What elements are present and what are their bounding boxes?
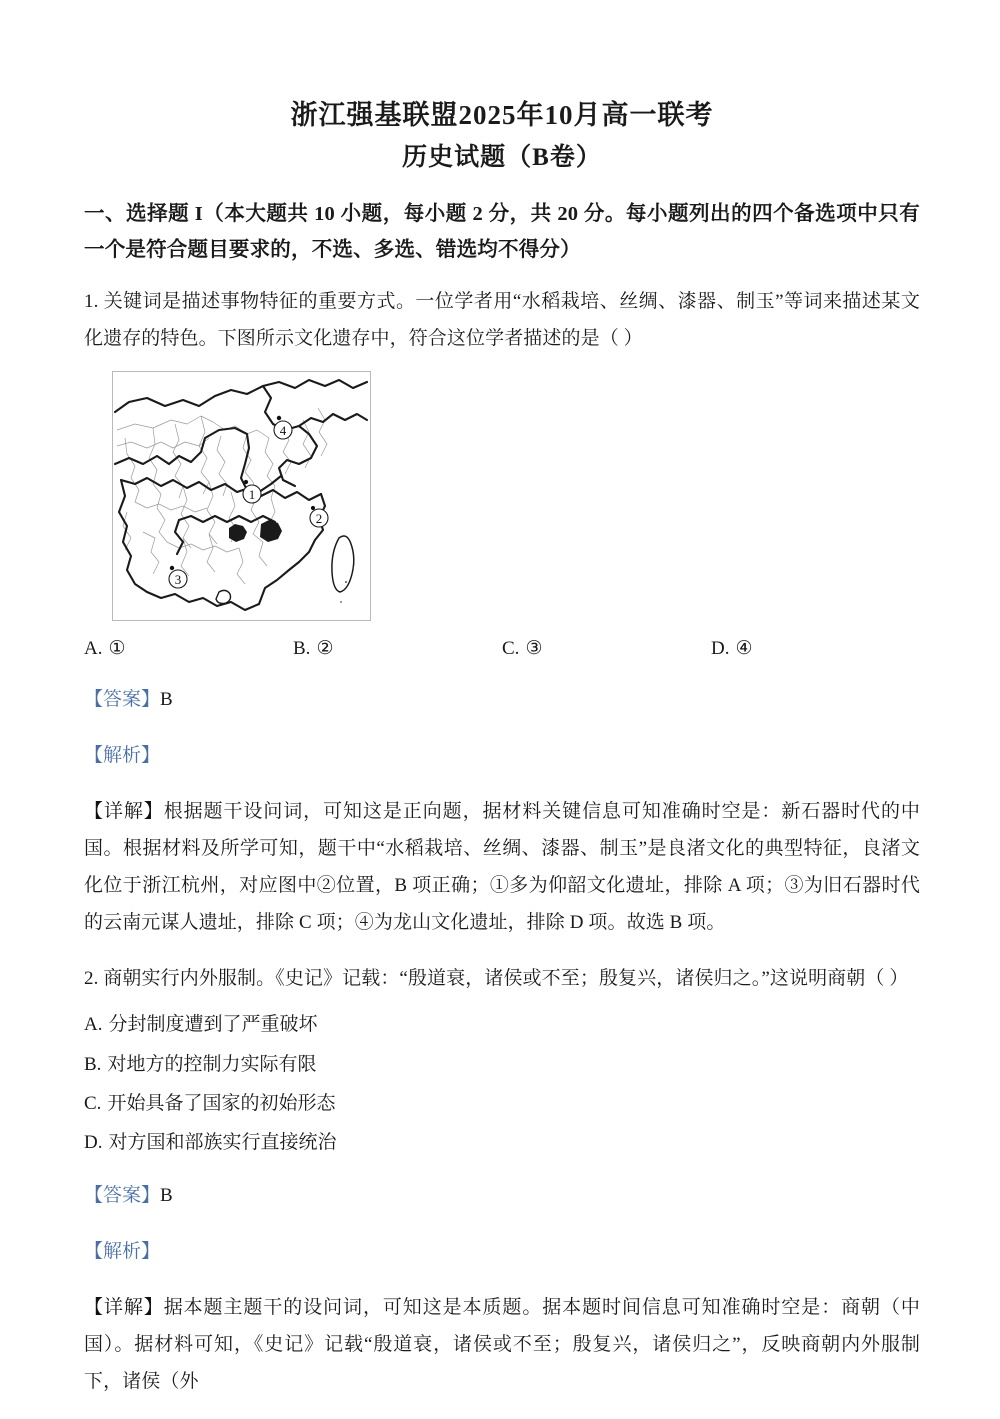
- question-1-analysis-line: [84, 737, 920, 774]
- question-1-options: [84, 631, 920, 667]
- option-a-text: ①: [108, 637, 126, 659]
- option-a-letter: A.: [84, 637, 103, 659]
- question-1-answer-line: [84, 681, 920, 718]
- question-2-detail: [84, 1289, 920, 1400]
- answer-tag: 【答案】: [84, 688, 161, 710]
- map-marker-2-dot: [311, 506, 315, 510]
- question-1-option-b[interactable]: [293, 631, 502, 667]
- question-2-answer-value: B: [160, 1184, 173, 1206]
- question-1-option-a[interactable]: [84, 631, 293, 667]
- option-d-text: ④: [735, 637, 753, 659]
- question-1-option-c[interactable]: [502, 631, 711, 667]
- option-c-letter: C.: [84, 1092, 102, 1114]
- option-b-text: 对地方的控制力实际有限: [107, 1053, 317, 1075]
- page-title: 浙江强基联盟2025年10月高一联考: [290, 100, 714, 130]
- map-marker-4-dot: [277, 416, 281, 420]
- analysis-tag: 【解析】: [84, 745, 161, 767]
- question-2-option-a[interactable]: [84, 1005, 920, 1044]
- question-2-detail-text: 据本题主题干的设问词，可知这是本质题。据本题时间信息可知准确时空是：商朝（中国）。据材料可知，《史记》记载“殷道衰，诸侯或不至；殷复兴，诸侯归之”，反映商朝内外服制下，诸侯（外: [84, 1296, 920, 1392]
- question-2-answer-line: [84, 1177, 920, 1214]
- question-2-stem: 商朝实行内外服制。《史记》记载：“殷道衰，诸侯或不至；殷复兴，诸侯归之。”这说明商朝（ ）: [103, 968, 909, 990]
- question-1-detail-text: 根据题干设问词，可知这是正向题，据材料关键信息可知准确时空是：新石器时代的中国。根据材料及所学可知，题干中“水稻栽培、丝绸、漆器、制玉”是良渚文化的典型特征，良渚文化位于浙江杭州，对应图中②位置，B 项正确；①多为仰韶文化遗址，排除 A 项；③为旧石器时代的云南元谋人遗址，排除 C 项；④为龙山文化遗址，排除 D 项。故选 B 项。: [84, 801, 920, 934]
- detail-tag: 【详解】: [84, 801, 164, 823]
- option-c-text: ③: [525, 637, 543, 659]
- map-marker-1-label: 1: [248, 486, 256, 502]
- answer-tag: 【答案】: [84, 1184, 161, 1206]
- question-2-analysis-line: [84, 1233, 920, 1270]
- page-content: [84, 96, 920, 1419]
- section-heading: 一、选择题 I（本大题共 10 小题，每小题 2 分，共 20 分。每小题列出的四个备选项中只有一个是符合题目要求的，不选、多选、错选均不得分）: [84, 202, 920, 262]
- option-b-text: ②: [316, 637, 334, 659]
- question-2-option-d[interactable]: [84, 1123, 920, 1162]
- option-a-letter: A.: [84, 1014, 103, 1036]
- option-d-letter: D.: [84, 1132, 103, 1154]
- option-d-letter: D.: [711, 637, 730, 659]
- china-map-svg: [113, 372, 370, 620]
- question-2-options: [84, 1005, 920, 1162]
- china-map-image: [112, 371, 371, 621]
- question-1-answer-value: B: [160, 688, 173, 710]
- map-marker-4-label: 4: [279, 422, 287, 438]
- map-marker-3-dot: [170, 566, 174, 570]
- option-b-letter: B.: [293, 637, 311, 659]
- question-2-text: [84, 960, 920, 997]
- option-a-text: 分封制度遭到了严重破坏: [108, 1014, 318, 1036]
- option-b-letter: B.: [84, 1053, 102, 1075]
- page-subtitle: 历史试题（B卷）: [402, 144, 602, 172]
- detail-tag: 【详解】: [84, 1296, 164, 1318]
- map-marker-1-dot: [244, 480, 248, 484]
- option-c-text: 开始具备了国家的初始形态: [107, 1092, 336, 1114]
- question-block-1: [84, 283, 920, 941]
- map-marker-3-label: 3: [174, 571, 182, 587]
- analysis-tag: 【解析】: [84, 1240, 161, 1262]
- question-1-option-d[interactable]: [711, 631, 920, 667]
- question-2-option-c[interactable]: [84, 1084, 920, 1123]
- question-1-text: [84, 283, 920, 357]
- option-d-text: 对方国和部族实行直接统治: [108, 1132, 337, 1154]
- question-1-number: 1.: [84, 290, 99, 312]
- question-1-figure: [112, 371, 920, 621]
- question-block-2: [84, 960, 920, 1400]
- question-1-stem: 关键词是描述事物特征的重要方式。一位学者用“水稻栽培、丝绸、漆器、制玉”等词来描述某文化遗存的特色。下图所示文化遗存中，符合这位学者描述的是（ ）: [84, 290, 920, 349]
- question-2-option-b[interactable]: [84, 1045, 920, 1084]
- option-c-letter: C.: [502, 637, 520, 659]
- map-marker-2-label: 2: [315, 510, 323, 526]
- question-2-number: 2.: [84, 968, 99, 990]
- question-1-detail: [84, 793, 920, 941]
